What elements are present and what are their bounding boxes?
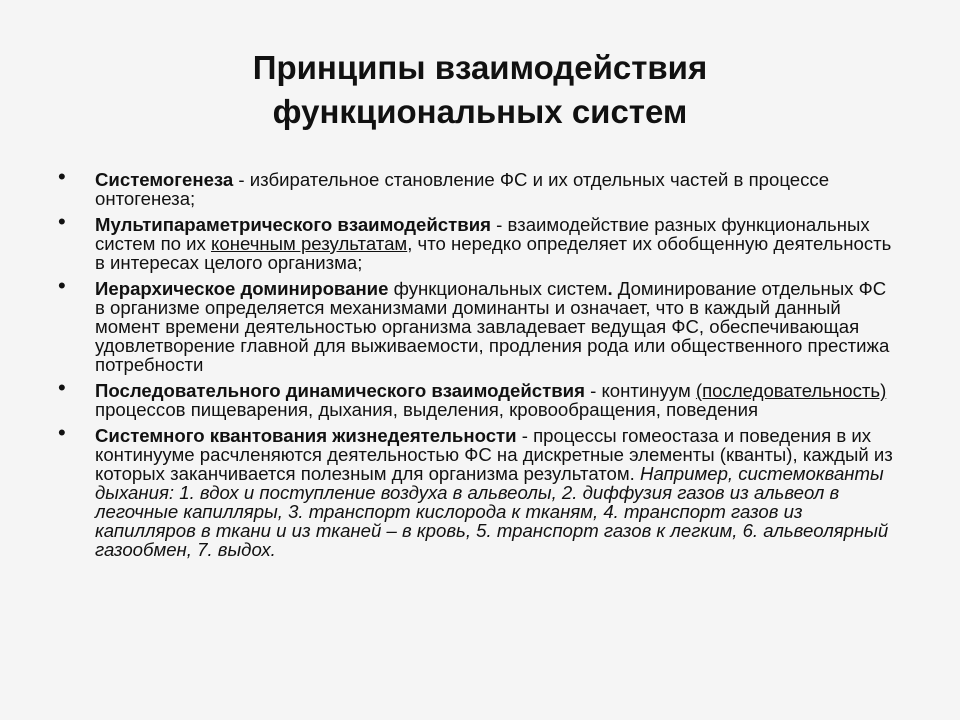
underlined-text: (последовательность) (695, 380, 887, 401)
item-text: функциональных систем (388, 278, 608, 299)
item-text: - избирательное становление ФС и их отдельных частей в процессе онтогенеза; (95, 169, 830, 209)
list-item-hierarchical (58, 273, 898, 375)
list-item-systemogenesis (58, 164, 898, 209)
item-term: Системного квантования жизнедеятельности (95, 425, 517, 446)
bullet-icon: • (58, 375, 66, 400)
item-term: Мультипараметрического взаимодействия (95, 214, 491, 235)
bullet-icon: • (58, 209, 66, 234)
item-term: Иерархическое доминирование (95, 278, 389, 299)
list-item-multiparametric (58, 209, 898, 273)
title-line-2: функциональных систем (272, 93, 688, 130)
item-text: , что нередко определяет их обобщенную деятельность в интересах целого организма; (95, 233, 892, 273)
principles-list (58, 164, 898, 566)
title-line-1: Принципы взаимодействия (252, 49, 708, 86)
list-item-quantization (58, 420, 898, 560)
item-text: процессов пищеварения, дыхания, выделения, кровообращения, поведения (95, 399, 759, 420)
item-text: - взаимодействие разных функциональных систем по их (95, 214, 870, 254)
underlined-text: конечным результатам (211, 233, 408, 254)
item-term: Последовательного динамического взаимодействия (95, 380, 585, 401)
bullet-icon: • (58, 273, 66, 298)
list-item-sequential (58, 375, 898, 420)
item-term: Системогенеза (95, 169, 234, 190)
slide-title (0, 46, 960, 134)
item-text: - континуум (584, 380, 696, 401)
italic-example-text: Например, системокванты дыхания: 1. вдох и поступление воздуха в альвеолы, 2. диффузия газов из альвеол в легочные капилляры, 3. транспорт кислорода к тканям, 4. транспорт газов из капилляров в ткани и из тканей – в кровь, 5. транспорт газов к легким, 6. альвеолярный газообмен, 7. выдох. (95, 463, 889, 560)
bullet-icon: • (58, 164, 66, 189)
item-text: Доминирование отдельных ФС в организме определяется механизмами доминанты и означает, что в каждый данный момент времени деятельностью организма завладевает ведущая ФС, обеспечивающая удовлетворение главной для выживаемости, продления рода или общественного престижа потребности (95, 278, 890, 375)
item-dot: . (607, 278, 613, 299)
item-text: - процессы гомеостаза и поведения в их континууме расчленяются деятельностью ФС на дискретные элементы (кванты), каждый из которых заканчивается полезным для организма результатом. (95, 425, 893, 484)
bullet-icon: • (58, 420, 66, 445)
